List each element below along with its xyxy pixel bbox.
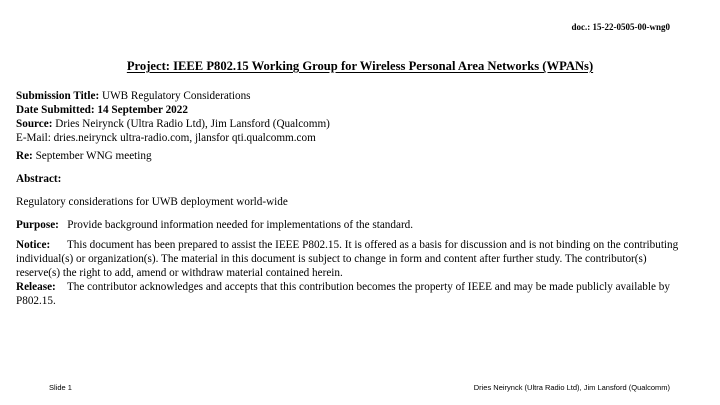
release-text: The contributor acknowledges and accepts that this contribution becomes the property of IEEE and may be made publicly available by P802.15. [16, 281, 670, 307]
source-label: Source: [16, 118, 53, 130]
submission-title-label: Submission Title: [16, 90, 100, 102]
document-body [16, 89, 688, 308]
date-submitted: Date Submitted: 14 September 2022 [16, 104, 188, 116]
abstract-text: Regulatory considerations for UWB deployment world-wide [16, 196, 288, 208]
document-id: doc.: 15-22-0505-00-wng0 [571, 22, 670, 32]
purpose-text: Provide background information needed for implementations of the standard. [67, 219, 414, 231]
re-label: Re: [16, 150, 33, 162]
notice-text: This document has been prepared to assist the IEEE P802.15. It is offered as a basis for discussion and is not binding on the contributing individual(s) or organization(s). The material in this document is subject to change in form and content after further study. The contributor(s) reserve(s) the right to add, amend or withdraw material contained herein. [16, 239, 679, 279]
email-line: E-Mail: dries.neirynck ultra-radio.com, jlansfor qti.qualcomm.com [16, 132, 316, 144]
submission-title-value: UWB Regulatory Considerations [102, 90, 251, 102]
source-value: Dries Neirynck (Ultra Radio Ltd), Jim Lansford (Qualcomm) [55, 118, 330, 130]
purpose-label: Purpose: [16, 219, 59, 231]
notice-paragraph [16, 238, 688, 280]
slide-number: Slide 1 [49, 383, 72, 392]
purpose-line [16, 218, 688, 232]
re-value: September WNG meeting [35, 150, 152, 162]
notice-label: Notice: [16, 239, 51, 251]
release-label: Release: [16, 281, 56, 293]
abstract-label: Abstract: [16, 173, 62, 185]
source-line [16, 117, 688, 131]
re-line [16, 149, 688, 163]
release-paragraph [16, 280, 688, 308]
submission-title-line [16, 89, 688, 103]
project-title: Project: IEEE P802.15 Working Group for Wireless Personal Area Networks (WPANs) [126, 59, 594, 73]
footer-authors: Dries Neirynck (Ultra Radio Ltd), Jim Lansford (Qualcomm) [473, 383, 670, 392]
